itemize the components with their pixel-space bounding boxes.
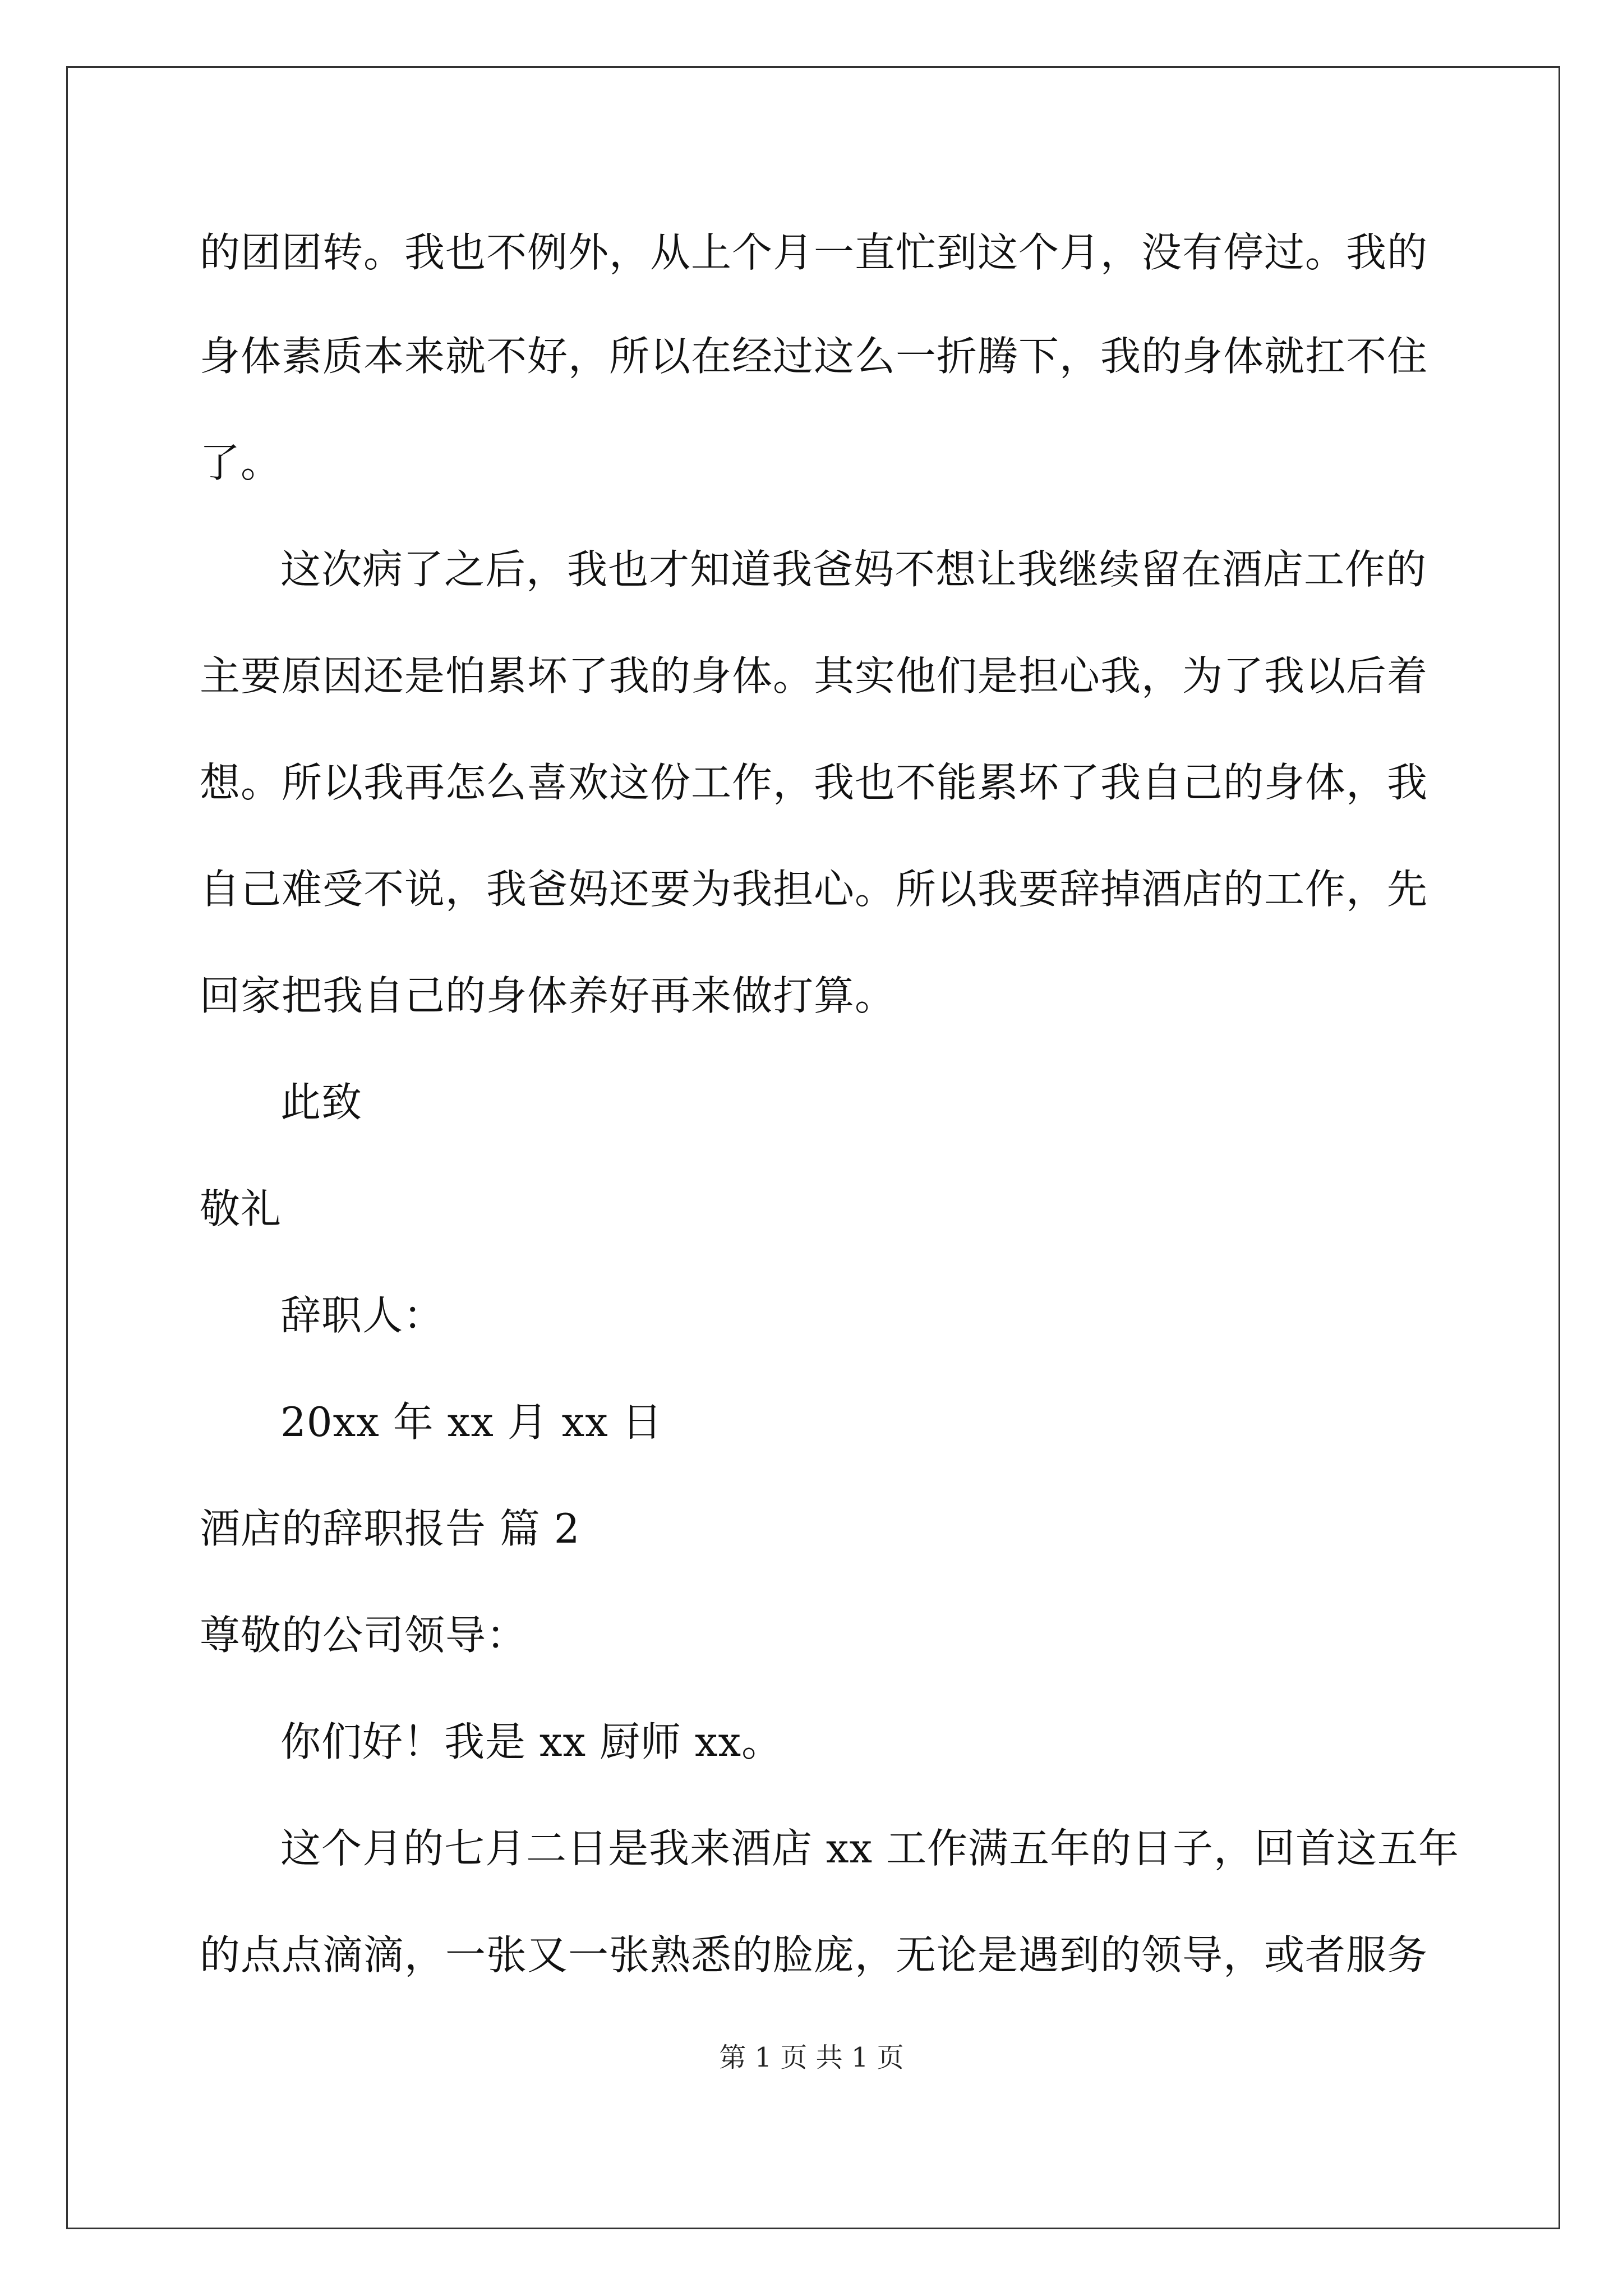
page-footer: 第 1 页 共 1 页: [719, 2042, 904, 2073]
text-line: 这个月的七月二日是我来酒店 xx 工作满五年的日子，回首这五年: [280, 1825, 1459, 1872]
signature-label: 辞职人：: [280, 1292, 445, 1339]
text-line: 想。所以我再怎么喜欢这份工作，我也不能累坏了我自己的身体，我: [200, 759, 1428, 806]
closing-regards: 敬礼: [200, 1185, 282, 1232]
text-line: 身体素质本来就不好，所以在经过这么一折腾下，我的身体就扛不住: [200, 333, 1428, 380]
text-line: 了。: [200, 439, 282, 486]
text-line: 你们好！我是 xx 厨师 xx。: [280, 1718, 783, 1765]
text-line: 回家把我自己的身体养好再来做打算。: [200, 972, 896, 1019]
text-line: 自己难受不说，我爸妈还要为我担心。所以我要辞掉酒店的工作，先: [200, 866, 1428, 913]
text-line: 这次病了之后，我也才知道我爸妈不想让我继续留在酒店工作的: [280, 546, 1427, 593]
page-frame: [66, 66, 1560, 2229]
section-title: 酒店的辞职报告 篇 2: [200, 1505, 580, 1552]
date-line: 20xx 年 xx 月 xx 日: [280, 1398, 663, 1446]
text-line: 主要原因还是怕累坏了我的身体。其实他们是担心我，为了我以后着: [200, 652, 1428, 700]
closing-salutation: 此致: [280, 1079, 363, 1126]
text-line: 的团团转。我也不例外，从上个月一直忙到这个月，没有停过。我的: [200, 229, 1428, 276]
text-line: 的点点滴滴，一张又一张熟悉的脸庞，无论是遇到的领导，或者服务: [200, 1931, 1428, 1978]
greeting: 尊敬的公司领导：: [200, 1612, 528, 1659]
